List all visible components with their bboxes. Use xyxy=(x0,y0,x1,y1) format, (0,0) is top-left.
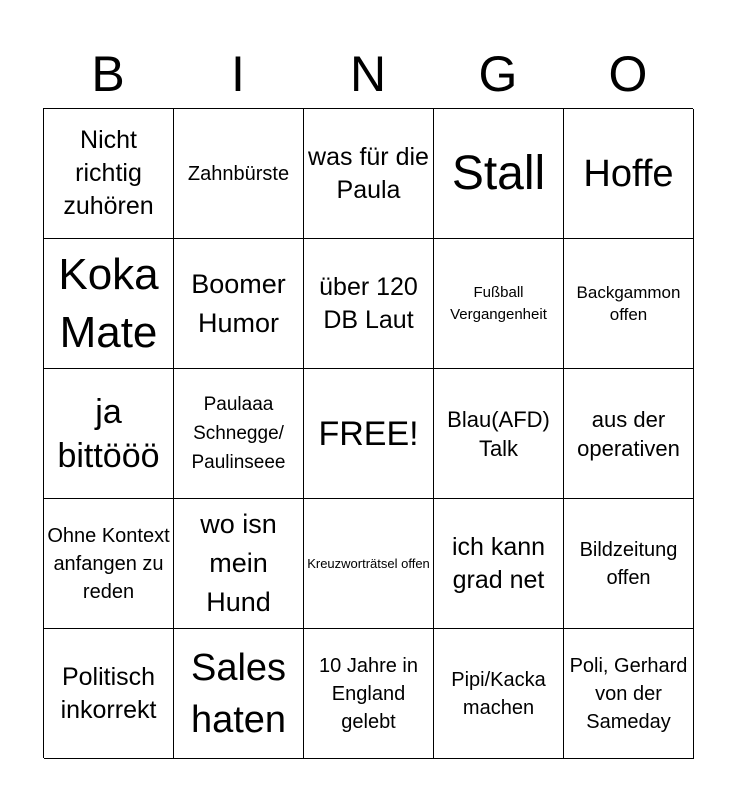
bingo-cell[interactable]: Stall xyxy=(434,109,564,239)
bingo-header xyxy=(43,40,693,108)
bingo-cell[interactable]: Kreuzworträtsel offen xyxy=(304,499,434,629)
bingo-cell[interactable]: über 120 DB Laut xyxy=(304,239,434,369)
header-letter-i: I xyxy=(231,46,245,102)
bingo-cell[interactable]: Blau(AFD) Talk xyxy=(434,369,564,499)
bingo-cell[interactable]: Pipi/Kacka machen xyxy=(434,629,564,759)
bingo-cell[interactable]: aus der operativen xyxy=(564,369,694,499)
bingo-cell[interactable]: Poli, Gerhard von der Sameday xyxy=(564,629,694,759)
bingo-cell[interactable]: Sales haten xyxy=(174,629,304,759)
bingo-cell[interactable]: Koka Mate xyxy=(44,239,174,369)
bingo-cell[interactable]: Bildzeitung offen xyxy=(564,499,694,629)
bingo-cell[interactable]: FREE! xyxy=(304,369,434,499)
bingo-cell[interactable]: Fußball Vergangenheit xyxy=(434,239,564,369)
bingo-cell[interactable]: Politisch inkorrekt xyxy=(44,629,174,759)
header-letter-b: B xyxy=(91,46,125,102)
bingo-cell[interactable]: Boomer Humor xyxy=(174,239,304,369)
bingo-cell[interactable]: ich kann grad net xyxy=(434,499,564,629)
bingo-cell[interactable]: was für die Paula xyxy=(304,109,434,239)
bingo-cell[interactable]: Backgammon offen xyxy=(564,239,694,369)
bingo-cell[interactable]: Nicht richtig zuhören xyxy=(44,109,174,239)
bingo-cell[interactable]: Hoffe xyxy=(564,109,694,239)
bingo-board xyxy=(43,108,693,758)
header-letter-g: G xyxy=(478,46,518,102)
bingo-cell[interactable]: Ohne Kontext anfangen zu reden xyxy=(44,499,174,629)
bingo-cell[interactable]: ja bittööö xyxy=(44,369,174,499)
bingo-cell[interactable]: Paulaaa Schnegge/ Paulinseee xyxy=(174,369,304,499)
bingo-cell[interactable]: Zahnbürste xyxy=(174,109,304,239)
header-letter-o: O xyxy=(608,46,648,102)
bingo-cell[interactable]: 10 Jahre in England gelebt xyxy=(304,629,434,759)
header-letter-n: N xyxy=(349,46,387,102)
bingo-cell[interactable]: wo isn mein Hund xyxy=(174,499,304,629)
